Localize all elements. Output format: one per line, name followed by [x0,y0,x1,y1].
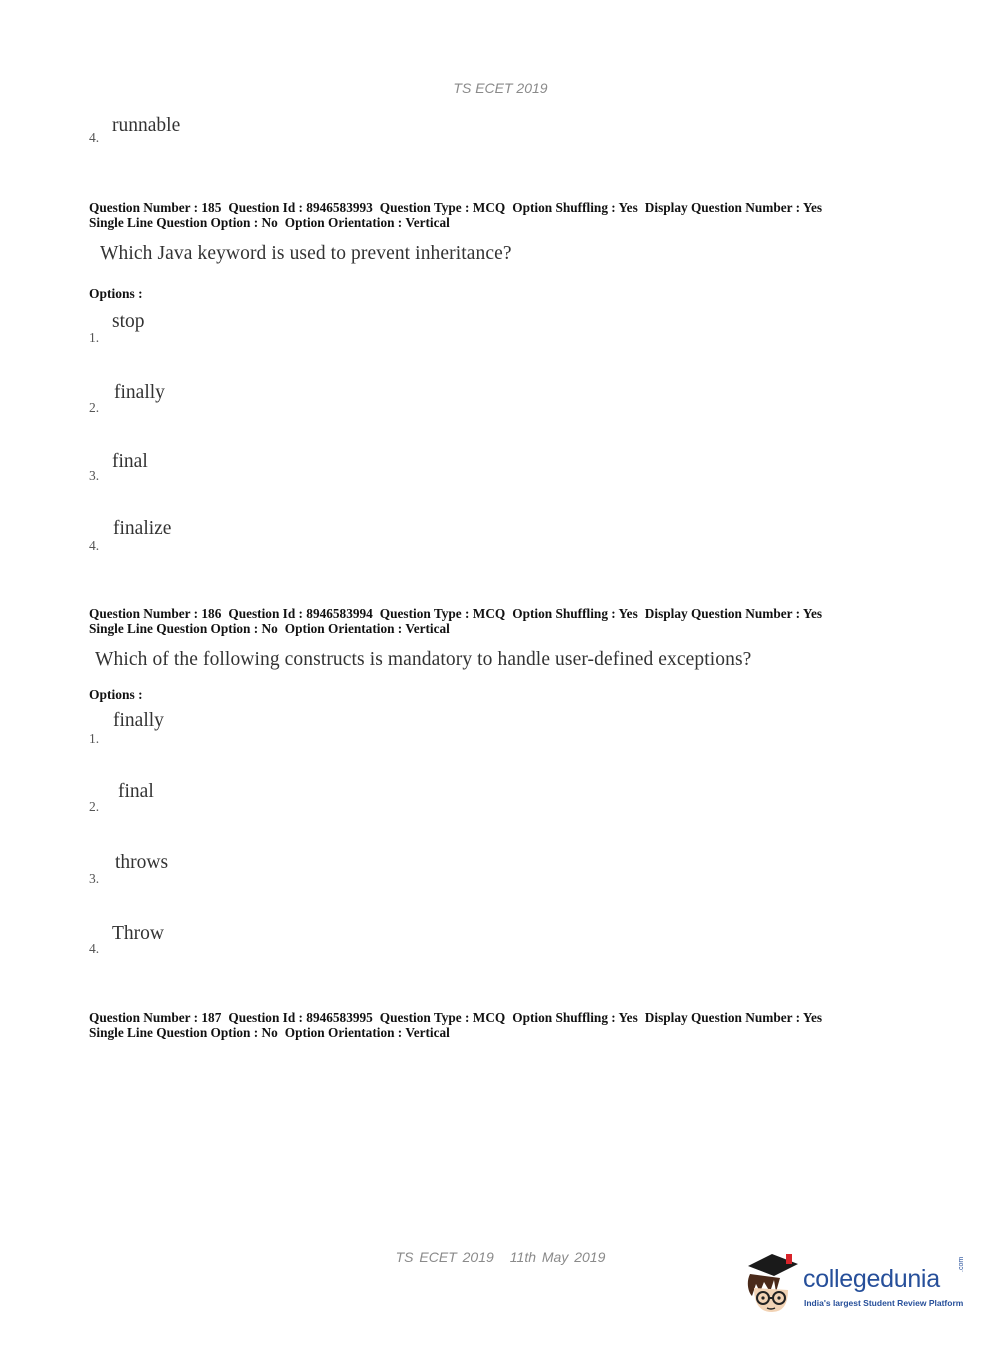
option-text: final [112,451,148,472]
meta-display-question-number: Display Question Number : Yes [644,606,823,621]
options-label: Options : [89,286,143,301]
option-number: 4. [89,941,100,956]
logo-com: .com [958,1256,965,1272]
option-number: 4. [89,538,100,553]
logo-tagline: India's largest Student Review Platform [804,1298,964,1308]
meta-question-number: Question Number : 187 [89,1010,222,1025]
meta-option-shuffling: Option Shuffling : Yes [512,606,638,621]
option-number: 3. [89,468,100,483]
meta-question-number: Question Number : 185 [89,200,222,215]
meta-question-id: Question Id : 8946583995 [228,1010,373,1025]
option-text: throws [115,852,169,873]
logo-wordmark: collegedunia [803,1265,940,1293]
meta-option-shuffling: Option Shuffling : Yes [512,1010,638,1025]
meta-question-type: Question Type : MCQ [379,1010,506,1025]
option-text: stop [112,311,145,332]
meta-question-id: Question Id : 8946583994 [228,606,373,621]
collegedunia-logo [742,1248,972,1318]
meta-single-line-option: Single Line Question Option : No [89,620,278,636]
option-text: runnable [112,115,181,136]
option-text: finally [113,710,164,731]
options-label: Options : [89,687,143,702]
question-meta [89,1011,909,1040]
option-text: final [118,781,154,802]
meta-question-type: Question Type : MCQ [379,200,506,215]
question-meta [89,607,909,636]
footer-date: 11th May 2019 [509,1249,606,1265]
option-text: Throw [112,923,164,944]
option-number: 2. [89,400,100,415]
option-number: 1. [89,330,100,345]
meta-question-id: Question Id : 8946583993 [228,200,373,215]
meta-option-shuffling: Option Shuffling : Yes [512,200,638,215]
option-number: 3. [89,871,100,886]
meta-display-question-number: Display Question Number : Yes [644,1010,823,1025]
meta-single-line-option: Single Line Question Option : No [89,214,278,230]
meta-option-orientation: Option Orientation : Vertical [284,620,450,636]
page-header-title: TS ECET 2019 [453,80,548,96]
option-number: 2. [89,799,100,814]
meta-option-orientation: Option Orientation : Vertical [284,1024,450,1040]
mascot-icon [742,1248,802,1318]
footer-exam: TS ECET 2019 [395,1249,494,1265]
option-text: finally [114,382,165,403]
option-number: 1. [89,731,100,746]
meta-option-orientation: Option Orientation : Vertical [284,214,450,230]
question-text: Which of the following constructs is mandatory to handle user-defined exceptions? [95,649,752,670]
option-number: 4. [89,130,100,145]
option-text: finalize [113,518,172,539]
meta-question-number: Question Number : 186 [89,606,222,621]
meta-question-type: Question Type : MCQ [379,606,506,621]
question-meta [89,201,909,230]
meta-single-line-option: Single Line Question Option : No [89,1024,278,1040]
question-text: Which Java keyword is used to prevent inheritance? [100,243,512,264]
meta-display-question-number: Display Question Number : Yes [644,200,823,215]
